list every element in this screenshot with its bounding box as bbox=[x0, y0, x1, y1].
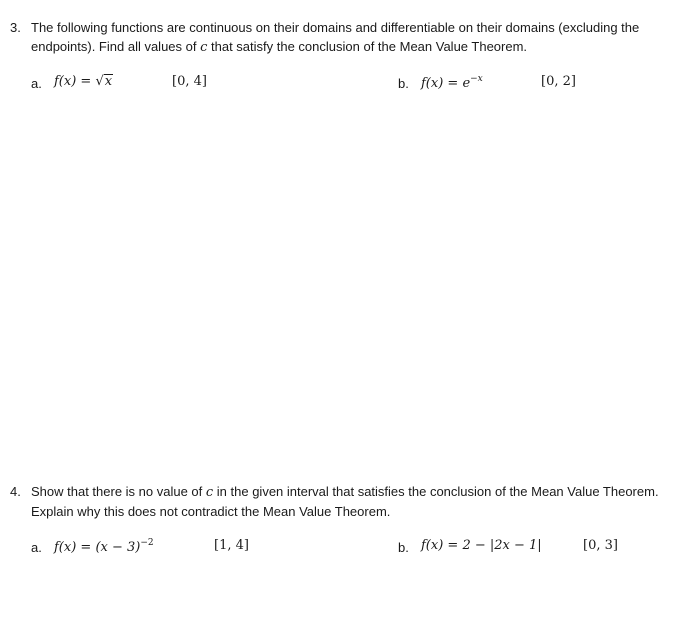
problem-4-variable-c: c bbox=[205, 485, 214, 500]
problem-3b-function-lhs: f(x) = e bbox=[421, 76, 471, 91]
problem-4-line-1 bbox=[31, 482, 659, 502]
problem-4b-label: b. bbox=[398, 540, 409, 555]
problem-3a-function-lhs: f(x) = bbox=[54, 74, 96, 89]
problem-4a-function-lhs: f(x) = (x − 3) bbox=[54, 540, 141, 555]
problem-3b-label: b. bbox=[398, 76, 409, 91]
problem-3a-function: f(x) = √x bbox=[54, 74, 113, 89]
problem-4-line-1-post: in the given interval that satisfies the conclusion of the Mean Value Theorem. bbox=[213, 484, 659, 499]
problem-4-stem bbox=[31, 482, 659, 521]
problem-3b-function bbox=[421, 74, 483, 91]
problem-3b-function-exponent: −x bbox=[470, 74, 483, 84]
problem-3-variable-c: c bbox=[200, 40, 208, 55]
problem-3a-label: a. bbox=[31, 76, 42, 91]
problem-3-line-2-pre: endpoints). Find all values of bbox=[31, 39, 201, 54]
problem-4a-label: a. bbox=[31, 540, 42, 555]
problem-3a-function-radicand: x bbox=[104, 74, 113, 89]
problem-4b-interval: [0, 3] bbox=[583, 538, 618, 553]
problem-3-number: 3. bbox=[10, 20, 21, 35]
problem-4b-function bbox=[421, 538, 542, 553]
problem-4a-function bbox=[54, 538, 154, 555]
problem-3-line-2-post: that satisfy the conclusion of the Mean Value Theorem. bbox=[207, 39, 528, 54]
problem-3-stem bbox=[31, 18, 639, 57]
problem-4a-function-exponent: −2 bbox=[140, 538, 154, 548]
problem-4b-function-lhs: f(x) = 2 − |2x − 1| bbox=[421, 538, 542, 553]
problem-3a-interval: [0, 4] bbox=[172, 74, 207, 89]
problem-4-line-2: Explain why this does not contradict the Mean Value Theorem. bbox=[31, 504, 391, 519]
problem-3-line-2 bbox=[31, 37, 639, 57]
problem-3b-interval: [0, 2] bbox=[541, 74, 576, 89]
problem-4-number: 4. bbox=[10, 484, 21, 499]
problem-4-line-1-pre: Show that there is no value of bbox=[31, 484, 206, 499]
problem-4a-interval: [1, 4] bbox=[214, 538, 249, 553]
problem-3-line-1: The following functions are continuous on their domains and differentiable on their domains (excluding the bbox=[31, 20, 640, 35]
